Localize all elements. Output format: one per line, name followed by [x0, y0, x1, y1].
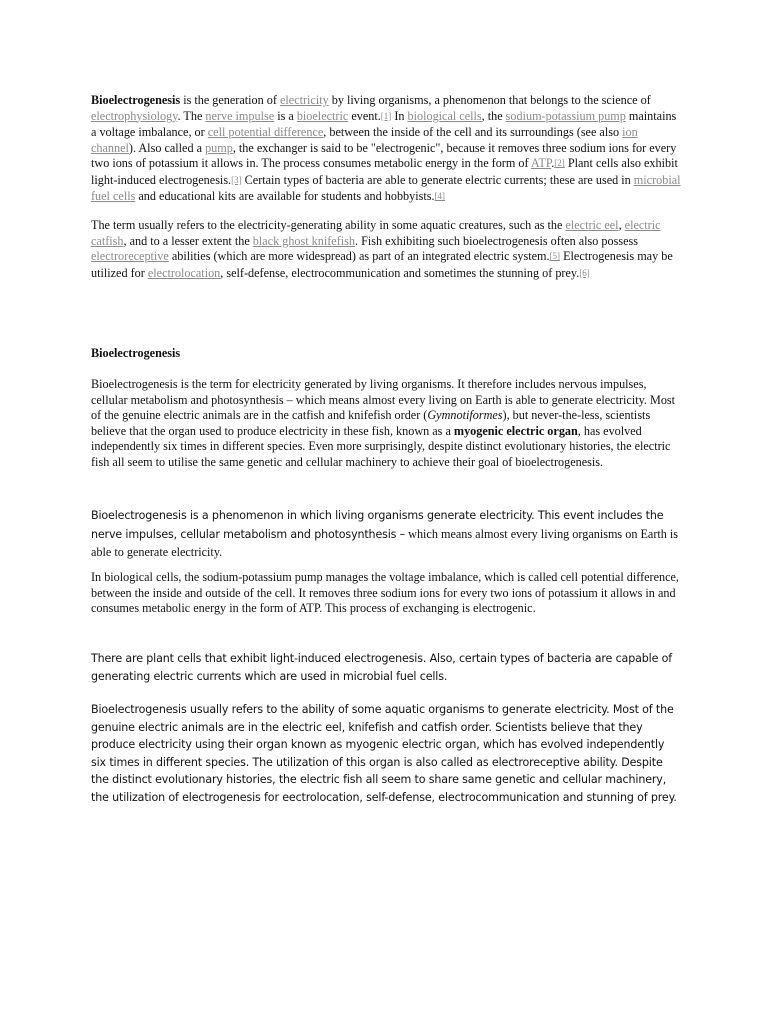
- link-biological-cells[interactable]: biological cells: [407, 108, 482, 123]
- link-black-ghost-knifefish[interactable]: black ghost knifefish: [252, 233, 356, 248]
- link-electrophysiology[interactable]: electrophysiology: [91, 108, 178, 123]
- link-pump[interactable]: pump: [205, 140, 233, 155]
- paragraph-sodium-pump: In biological cells, the sodium-potassium pump manages the voltage imbalance, which is called cell potential difference, between the inside and outside of the cell. It removes three sodium ions for every two ions of potassium it allows in and consumes metabolic energy in the form of ATP. This process of exchanging is electrogenic.: [91, 570, 679, 615]
- link-electrolocation[interactable]: electrolocation: [147, 265, 221, 280]
- link-electric-eel[interactable]: electric eel: [565, 218, 619, 232]
- reference-link-4[interactable]: [4]: [434, 191, 446, 201]
- link-atp[interactable]: ATP: [530, 156, 552, 170]
- link-cell-potential-difference[interactable]: cell potential difference: [207, 125, 324, 139]
- paragraph-aquatic: The term usually refers to the electricity-generating ability in some aquatic creatures, such as the electric eel, electric catfish, and to a lesser extent the black ghost knifefish. Fish exhibiting such bioelectrogenesis often also possess electroreceptive abilities (which are more widespread) as part of an integrated electric system.[5] Electrogenesis may be utilized for electrolocation, self-defense, electrocommunication and sometimes the stunning of prey.[6]: [91, 218, 673, 280]
- link-bioelectric[interactable]: bioelectric: [296, 108, 349, 123]
- link-electroreceptive[interactable]: electroreceptive: [91, 249, 169, 263]
- reference-link-1[interactable]: [1]: [380, 110, 392, 121]
- reference-link-6[interactable]: [6]: [579, 267, 590, 278]
- paragraph-aquatic-organisms: Bioelectrogenesis usually refers to the ability of some aquatic organisms to generate electricity. Most of the genuine electric animals are in the electric eel, knifefish and catfish order. Scientists believe that they produce electricity using their organ known as myogenic electric organ, which has evolved independently six times in different species. The utilization of this organ is also called as electroreceptive ability. Despite the distinct evolutionary histories, the electric fish all seem to share same genetic and cellular machinery, the utilization of electrogenesis for eectrolocation, self-defense, electrocommunication and stunning of prey.: [91, 703, 677, 804]
- sans-text: Bioelectrogenesis is a phenomenon in which living organisms generate electricity. This event includes the nerve impulses, cellular metabolism and photosynthesis –: [91, 509, 664, 541]
- italic-term: Gymnotiformes: [427, 408, 503, 422]
- link-sodium-potassium-pump[interactable]: sodium-potassium pump: [505, 108, 626, 123]
- paragraph-plant-cells: There are plant cells that exhibit light-induced electrogenesis. Also, certain types of bacteria are capable of generating electric currents which are used in microbial fuel cells.: [91, 652, 673, 683]
- serif-text: which means almost every living organisms on Earth is able to generate electricity.: [91, 526, 679, 559]
- bold-term-organ: myogenic electric organ: [453, 423, 578, 438]
- link-electricity[interactable]: electricity: [279, 93, 329, 107]
- link-electric-catfish[interactable]: electric catfish: [91, 218, 661, 248]
- link-nerve-impulse[interactable]: nerve impulse: [205, 108, 275, 123]
- reference-link-3[interactable]: [3]: [231, 174, 242, 185]
- link-ion-channel[interactable]: ion channel: [91, 125, 638, 155]
- bold-term: Bioelectrogenesis: [91, 93, 181, 107]
- paragraph-definition: Bioelectrogenesis is the term for electricity generated by living organisms. It therefore includes nervous impulses, cellular metabolism and photosynthesis – which means almost every living on Earth is able to generate electricity. Most of the genuine electric animals are in the catfish and knifefish order (Gymnotiformes), but never-the-less, scientists believe that the organ used to produce electricity in these fish, known as a myogenic electric organ, has evolved independently six times in different species. Even more surprisingly, despite distinct evolutionary histories, the electric fish all seem to utilise the same genetic and cellular machinery to achieve their goal of bioelectrogenesis.: [91, 377, 676, 469]
- paragraph-intro: Bioelectrogenesis is the generation of electricity by living organisms, a phenomenon that belongs to the science of electrophysiology. The nerve impulse is a bioelectric event.[1] In biological cells, the sodium-potassium pump maintains a voltage imbalance, or cell potential difference, between the inside of the cell and its surroundings (see also ion channel). Also called a pump, the exchanger is said to be "electrogenic", because it removes three sodium ions for every two ions of potassium it allows in. The process consumes metabolic energy in the form of ATP.[2] Plant cells also exhibit light-induced electrogenesis.[3] Certain types of bacteria are able to generate electric currents; these are used in microbial fuel cells and educational kits are available for students and hobbyists.[4]: [91, 93, 681, 203]
- section-heading: Bioelectrogenesis: [91, 346, 181, 360]
- reference-link-2[interactable]: [2]: [554, 158, 565, 168]
- link-microbial-fuel-cells[interactable]: microbial fuel cells: [91, 172, 681, 203]
- paragraph-phenomenon: [91, 506, 681, 561]
- reference-link-5[interactable]: [5]: [549, 251, 561, 261]
